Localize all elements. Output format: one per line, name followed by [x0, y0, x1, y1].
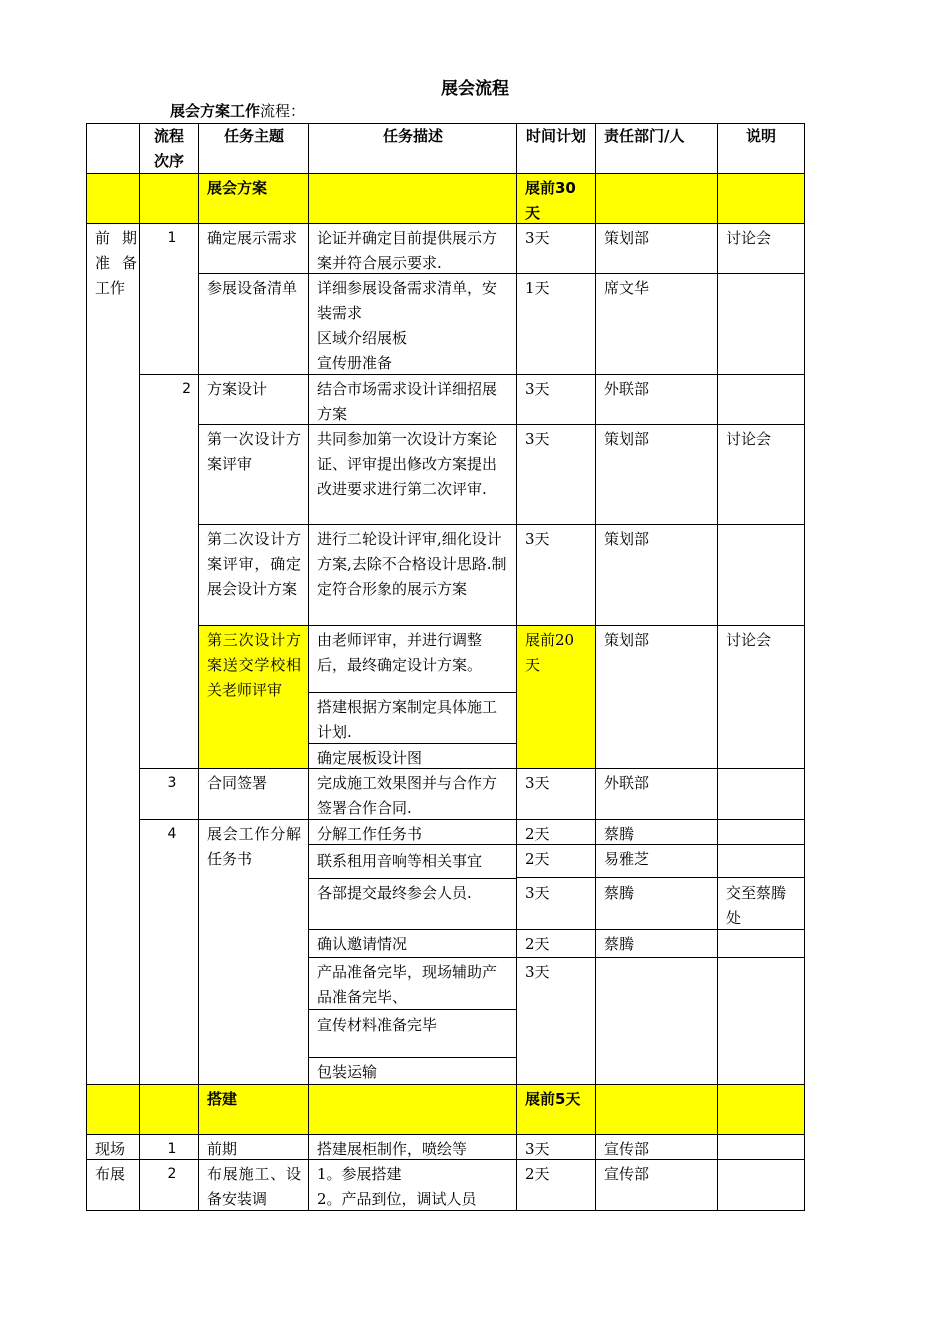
row5-dept: 策划部	[604, 530, 650, 548]
row2-topic: 参展设备清单	[207, 279, 298, 297]
row6-dept: 策划部	[604, 631, 650, 649]
subtitle-bold: 展会方案工作	[170, 102, 261, 120]
header-desc: 任务描述	[382, 127, 443, 145]
phase1-label: 前期准备工作	[95, 229, 137, 297]
row6-topic: 第三次设计方案送交学校相关老师评审	[207, 631, 301, 699]
hline-r9-right	[516, 877, 805, 878]
row7-time: 3天	[525, 774, 550, 792]
section1-time: 展前30天	[525, 179, 576, 222]
row8-topic: 展会工作分解任务书	[207, 825, 301, 868]
row5-topic: 第二次设计方案评审，确定展会设计方案	[207, 530, 301, 598]
hline-r6	[139, 768, 805, 769]
p2-row1-topic: 前期	[207, 1140, 238, 1158]
border-right	[804, 123, 805, 1211]
header-note: 说明	[745, 127, 776, 145]
row1-desc: 论证并确定目前提供展示方案并符合展示要求.	[317, 229, 498, 272]
section2-topic: 搭建	[207, 1090, 238, 1108]
hline-r2	[139, 374, 805, 375]
p2-row2-desc: 1。参展搭建 2。产品到位，调试人员	[317, 1165, 477, 1208]
row2-dept: 席文华	[604, 279, 650, 297]
p2-row1-desc: 搭建展柜制作，喷绘等	[317, 1140, 468, 1158]
hline-r6b	[308, 743, 517, 744]
hline-r9-desc	[308, 878, 517, 879]
row6c-desc: 确定展板设计图	[317, 749, 423, 767]
hline-section2-top	[86, 1084, 805, 1085]
row14-desc: 包装运输	[317, 1063, 378, 1081]
document-subtitle	[170, 100, 305, 121]
hline-r7	[139, 819, 805, 820]
row10-dept: 蔡腾	[604, 884, 635, 902]
row9-desc: 联系租用音响等相关事宜	[317, 852, 483, 870]
hline-r4	[198, 524, 805, 525]
p2-row1-dept: 宣传部	[604, 1140, 650, 1158]
row7-order: 3	[167, 775, 177, 791]
row1-note: 讨论会	[726, 229, 772, 247]
p2-row1-time: 3天	[525, 1140, 550, 1158]
row10-note: 交至蔡腾处	[726, 884, 787, 927]
col-line-dept	[595, 123, 596, 1211]
hline-r12	[308, 1009, 517, 1010]
row3-desc: 结合市场需求设计详细招展方案	[317, 380, 498, 423]
header-order: 流程次序	[153, 127, 184, 170]
hline-r6a	[308, 692, 517, 693]
section1-topic: 展会方案	[207, 179, 268, 197]
hline-section2-bottom	[86, 1134, 805, 1135]
row7-topic: 合同签署	[207, 774, 268, 792]
row9-time: 2天	[525, 850, 550, 868]
p2-row2-dept: 宣传部	[604, 1165, 650, 1183]
hline-r10	[308, 929, 805, 930]
hline-r1	[198, 273, 805, 274]
row4-desc: 共同参加第一次设计方案论证、评审提出修改方案提出改进要求进行第二次评审.	[317, 430, 498, 498]
header-time: 时间计划	[525, 127, 586, 145]
row12-desc: 产品准备完毕，现场辅助产品准备完毕、	[317, 963, 498, 1006]
row3-time: 3天	[525, 380, 550, 398]
row7-dept: 外联部	[604, 774, 650, 792]
row6-time: 展前20天	[525, 631, 575, 674]
hline-r11	[308, 957, 805, 958]
hline-bottom	[86, 1210, 805, 1211]
row3-dept: 外联部	[604, 380, 650, 398]
row12-time: 3天	[525, 963, 550, 981]
row11-desc: 确认邀请情况	[317, 935, 408, 953]
row11-time: 2天	[525, 935, 550, 953]
row5-desc: 进行二轮设计评审,细化设计方案,去除不合格设计思路.制定符合形象的展示方案	[317, 530, 507, 598]
p2-row1-order: 1	[167, 1141, 177, 1157]
p2-row2-time: 2天	[525, 1165, 550, 1183]
hline-r3	[198, 424, 805, 425]
row2-desc: 详细参展设备需求清单，安装需求 区域介绍展板 宣传册准备	[317, 279, 498, 372]
row1-order: 1	[167, 230, 177, 246]
row8-time: 2天	[525, 825, 550, 843]
hline-r8	[308, 844, 805, 845]
document-title: 展会流程	[441, 79, 509, 99]
row1-time: 3天	[525, 229, 550, 247]
row5-time: 3天	[525, 530, 550, 548]
row6-desc: 由老师评审，并进行调整后，最终确定设计方案。	[317, 631, 483, 674]
row4-time: 3天	[525, 430, 550, 448]
row1-topic: 确定展示需求	[207, 229, 298, 247]
row2-time: 1天	[525, 279, 550, 297]
hline-header	[86, 173, 805, 174]
row10-time: 3天	[525, 884, 550, 902]
col-line-topic	[198, 123, 199, 1211]
row9-dept: 易雅芝	[604, 850, 650, 868]
section2-time: 展前5天	[525, 1090, 581, 1108]
row1-dept: 策划部	[604, 229, 650, 247]
phase2-label: 现场布展	[95, 1140, 126, 1183]
col-line-time	[516, 123, 517, 1211]
col-line-note	[717, 123, 718, 1211]
p2-row2-order: 2	[167, 1166, 177, 1182]
subtitle-rest: 流程：	[260, 102, 306, 120]
row3-topic: 方案设计	[207, 380, 268, 398]
header-dept: 责任部门/人	[604, 127, 685, 145]
row7-desc: 完成施工效果图并与合作方签署合作合同.	[317, 774, 498, 817]
hline-r5	[198, 625, 805, 626]
row6-note: 讨论会	[726, 631, 772, 649]
row8-dept: 蔡腾	[604, 825, 635, 843]
col-line-order	[139, 123, 140, 1211]
border-left	[86, 123, 87, 1211]
row11-dept: 蔡腾	[604, 935, 635, 953]
header-topic: 任务主题	[223, 127, 284, 145]
row8-desc: 分解工作任务书	[317, 825, 423, 843]
row8-order: 4	[167, 826, 177, 842]
row6b-desc: 搭建根据方案制定具体施工计划.	[317, 698, 498, 741]
row10-desc: 各部提交最终参会人员.	[317, 884, 472, 902]
hline-top	[86, 123, 805, 124]
col-line-desc	[308, 123, 309, 1211]
p2-row2-topic: 布展施工、设备安装调	[207, 1165, 301, 1208]
row4-topic: 第一次设计方案评审	[207, 430, 301, 473]
section2-row-bg	[87, 1085, 804, 1135]
section1-row-bg	[87, 174, 804, 224]
row13-desc: 宣传材料准备完毕	[317, 1016, 438, 1034]
row3-order: 2	[182, 381, 191, 397]
row4-note: 讨论会	[726, 430, 772, 448]
row4-dept: 策划部	[604, 430, 650, 448]
hline-section1	[86, 223, 805, 224]
hline-r13	[308, 1057, 517, 1058]
hline-p2r1	[86, 1159, 805, 1160]
